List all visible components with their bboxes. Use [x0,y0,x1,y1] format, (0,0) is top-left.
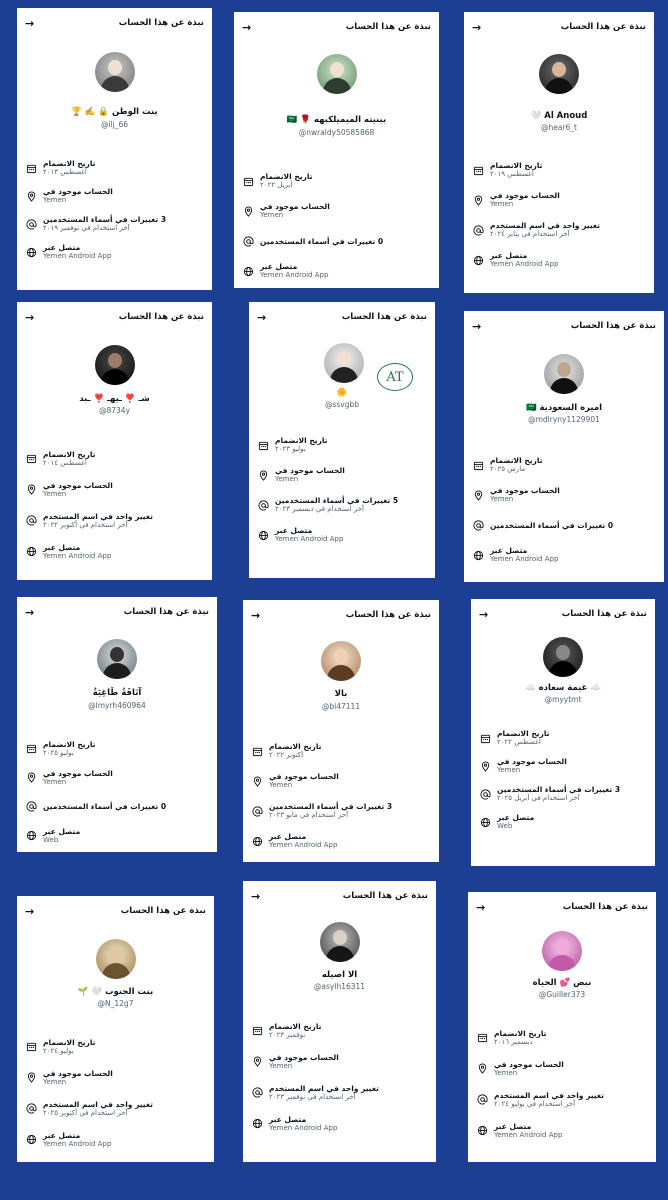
info-row-location [17,1062,214,1093]
display-name: ☁️ غيمة سعاده ☁️ [525,683,601,693]
row-label: الحساب موجود في [275,466,345,475]
info-row-joined [249,430,435,460]
info-row-location [17,763,217,792]
row-label: تاريخ الانضمام [269,742,322,751]
info-row-joined [471,724,655,752]
info-row-connected-via [243,826,439,856]
username: @nwraldy50585868 [298,128,375,137]
info-row-username-changes [471,780,655,808]
row-value: Yemen [490,495,514,503]
info-row-connected-via [249,520,435,550]
row-value: Yemen Android App [275,535,344,543]
row-value: آخر استخدام في يناير ٢٠٢٤ [490,230,570,238]
row-value: Yemen Android App [43,551,112,560]
info-row-joined [17,1031,214,1062]
row-value: يوليو ٢٠٢٥ [43,748,74,757]
row-label: متصل عبر [260,262,298,271]
info-rows [234,166,439,286]
account-card [17,8,212,290]
info-row-joined [464,450,664,480]
card-header [468,898,656,916]
info-row-username-changes [17,1093,214,1124]
username: @asylh16311 [313,982,366,991]
row-value: Yemen Android App [490,260,559,268]
account-card [249,302,435,578]
display-name: الا اصيله [321,970,358,980]
info-rows [17,443,212,567]
row-value: Yemen [275,475,299,483]
row-value: Yemen Android App [43,252,112,260]
at-sign-icon [476,1094,488,1106]
card-header [234,18,439,36]
row-label: متصل عبر [490,546,528,555]
row-value: أبريل ٢٠٢٢ [260,181,293,189]
account-card [464,12,654,293]
row-value: يوليو ٢٠٢٤ [43,1046,74,1055]
arrow-right-icon[interactable]: → [25,605,35,619]
row-value: Yemen [497,766,521,774]
row-value: Yemen Android App [260,271,329,279]
at-sign-icon [25,218,37,230]
row-label: تاريخ الانضمام [43,159,96,168]
info-row-connected-via [471,808,655,836]
info-row-connected-via [234,256,439,286]
username: @lmyrh460964 [88,701,146,710]
card-header [17,902,214,920]
info-row-joined [234,166,439,196]
card-title: نبذة عن هذا الحساب [118,18,204,28]
display-name: بالا [334,689,348,699]
info-row-joined [17,154,212,182]
info-rows [243,736,439,856]
avatar[interactable] [539,54,579,94]
card-title: نبذة عن هذا الحساب [118,312,204,322]
row-value: ديسمبر ٢٠١٦ [494,1037,533,1046]
info-row-joined [243,1015,436,1046]
row-value: أكتوبر ٢٠٢٢ [269,751,304,759]
calendar-icon [25,743,37,755]
row-value: آخر استخدام في مايو ٢٠٢٣ [269,811,349,819]
info-row-location [234,196,439,226]
info-row-joined [464,155,654,185]
card-header [464,317,664,335]
row-label: تغيير واحد في اسم المستخدم [490,221,600,230]
card-header [471,605,655,623]
row-label: تاريخ الانضمام [269,1021,322,1031]
row-value: مارس ٢٠٢٥ [490,465,526,473]
location-pin-icon [242,205,254,217]
row-label: تغيير واحد في اسم المستخدم [43,1099,153,1109]
row-label: 0 تغييرات في أسماء المستخدمين [43,802,167,811]
row-value: آخر استخدام في نوفمبر ٢٠٢٣ [269,1092,356,1101]
at-sign-icon [25,801,37,813]
display-name: اميره السعودية 🇸🇦 [525,403,603,413]
row-value: أغسطس ٢٠٢٢ [497,738,541,746]
location-pin-icon [479,760,491,772]
calendar-icon [25,453,37,465]
card-title: نبذة عن هذا الحساب [341,312,427,322]
account-card [234,12,439,288]
row-label: الحساب موجود في [43,1068,113,1078]
location-pin-icon [25,1072,37,1084]
row-value: Yemen Android App [490,555,559,563]
username: @8734y [98,406,131,415]
info-row-location [468,1053,656,1084]
row-label: 3 تغييرات في أسماء المستخدمين [43,215,167,224]
info-rows [17,734,217,850]
avatar[interactable] [321,641,361,681]
avatar[interactable] [317,54,357,94]
display-name: 🌼 [336,388,348,398]
username: @hear6_t [540,123,577,132]
row-label: متصل عبر [494,1121,532,1131]
info-rows [464,155,654,275]
info-row-location [243,766,439,796]
row-value: Yemen Android App [43,1139,112,1148]
avatar[interactable] [95,52,135,92]
username: @Guiller373 [538,990,586,999]
row-value: آخر استخدام في أكتوبر ٢٠٢٢ [43,520,128,529]
row-label: متصل عبر [43,542,81,552]
row-label: تاريخ الانضمام [275,436,328,445]
account-card [471,599,655,866]
info-row-connected-via [17,1124,214,1155]
at-sign-icon [25,515,37,527]
calendar-icon [476,1032,488,1044]
row-label: تغيير واحد في اسم المستخدم [269,1083,379,1093]
row-label: 0 تغييرات في أسماء المستخدمين [490,520,614,530]
calendar-icon [479,732,491,744]
row-label: تاريخ الانضمام [494,1028,547,1038]
globe-icon [257,529,269,541]
at-sign-icon [25,1103,37,1115]
card-title: نبذة عن هذا الحساب [120,906,206,916]
display-name: بنت الوطن 🔒 ✍️ 🏆 [71,107,158,117]
row-value: آخر استخدام في ديسمبر ٢٠٢٣ [275,505,364,513]
username: @myytmt [544,695,582,704]
row-value: Yemen Android App [269,1123,338,1132]
at-sign-icon [251,1087,263,1099]
info-row-username-changes [464,510,664,540]
row-value: Yemen [494,1068,518,1077]
info-row-username-changes [17,792,217,821]
account-card [243,881,436,1162]
info-row-joined [17,734,217,763]
row-label: الحساب موجود في [43,480,113,490]
row-value: آخر استخدام في أكتوبر ٢٠٢٥ [43,1108,128,1117]
calendar-icon [472,459,484,471]
info-row-location [464,480,664,510]
row-value: Yemen [260,211,284,219]
account-card [464,311,664,582]
row-value: Yemen [269,781,293,789]
card-header [17,603,217,621]
row-label: متصل عبر [43,243,81,252]
card-title: نبذة عن هذا الحساب [570,321,656,331]
globe-icon [251,835,263,847]
globe-icon [25,830,37,842]
row-label: تاريخ الانضمام [490,161,543,170]
row-label: الحساب موجود في [490,191,560,200]
at-sign-icon [242,235,254,247]
row-value: Web [497,822,513,830]
arrow-right-icon[interactable]: → [251,608,261,622]
row-label: الحساب موجود في [260,202,330,211]
info-row-location [464,185,654,215]
account-card [17,302,212,580]
calendar-icon [251,1025,263,1037]
calendar-icon [257,439,269,451]
location-pin-icon [476,1063,488,1075]
card-title: نبذة عن هذا الحساب [345,610,431,620]
row-label: متصل عبر [275,526,313,535]
row-label: تاريخ الانضمام [260,172,313,181]
info-rows [471,724,655,836]
arrow-right-icon[interactable]: → [472,319,482,333]
row-label: متصل عبر [43,826,81,836]
row-label: تغيير واحد في اسم المستخدم [494,1090,604,1100]
row-label: تاريخ الانضمام [43,1037,96,1047]
display-name: ببنيته الميميلكبهه 🌹 🇸🇦 [286,115,387,125]
username: @ilj_66 [100,120,129,129]
row-label: متصل عبر [269,1114,307,1124]
row-label: تغيير واحد في اسم المستخدم [43,511,153,521]
location-pin-icon [472,194,484,206]
row-value: أغسطس ٢٠١٤ [43,458,87,467]
info-row-username-changes [17,210,212,238]
row-value: Yemen Android App [269,841,338,849]
info-row-joined [468,1022,656,1053]
info-row-connected-via [17,821,217,850]
calendar-icon [472,164,484,176]
info-row-connected-via [464,245,654,275]
username: @mdlryny1129901 [528,415,600,424]
arrow-right-icon[interactable]: → [251,889,261,903]
row-label: الحساب موجود في [43,187,113,196]
info-row-location [17,474,212,505]
row-value: أغسطس ٢٠١٩ [490,170,534,178]
info-row-connected-via [243,1108,436,1139]
display-name: نبض 💕 الحياه [532,978,592,988]
avatar[interactable] [542,931,582,971]
globe-icon [472,549,484,561]
info-row-username-changes [464,215,654,245]
row-value: Yemen [43,196,67,204]
globe-icon [251,1118,263,1130]
row-value: آخر استخدام في يوليو ٢٠٢٤ [494,1099,576,1108]
account-card [468,892,656,1162]
row-label: تاريخ الانضمام [43,449,96,459]
row-label: 5 تغييرات في أسماء المستخدمين [275,496,399,505]
calendar-icon [25,1041,37,1053]
row-value: Yemen [490,200,514,208]
arrow-right-icon[interactable]: → [242,20,252,34]
info-row-location [471,752,655,780]
info-rows [249,430,435,550]
row-value: نوفمبر ٢٠٢٣ [269,1030,306,1039]
at-sign-icon [251,805,263,817]
row-value: Yemen [43,489,67,498]
info-row-location [17,182,212,210]
row-label: تاريخ الانضمام [490,456,543,465]
row-label: 0 تغييرات في أسماء المستخدمين [260,236,384,246]
calendar-icon [251,745,263,757]
info-row-connected-via [464,540,664,570]
location-pin-icon [257,469,269,481]
row-value: Yemen [43,777,67,786]
info-row-username-changes [234,226,439,256]
account-card [17,597,217,852]
at-sign-icon [472,224,484,236]
display-name: آنَاقَةُ طَاغِيَةُ [92,688,142,698]
card-title: نبذة عن هذا الحساب [561,609,647,619]
row-label: 3 تغييرات في أسماء المستخدمين [269,802,393,811]
avatar[interactable] [95,345,135,385]
arrow-right-icon[interactable]: → [25,16,35,30]
display-name: شـ ❣️ ـيهـ ❣️ ـبد [79,394,150,404]
row-value: Yemen Android App [494,1130,563,1139]
info-row-connected-via [17,238,212,266]
card-header [17,14,212,32]
row-value: يوليو ٢٠٢٣ [275,445,306,453]
row-value: آخر استخدام في أبريل ٢٠٢٥ [497,794,580,802]
at-sign-icon [257,499,269,511]
avatar[interactable] [320,922,360,962]
avatar[interactable] [324,343,364,383]
info-row-username-changes [249,490,435,520]
card-header [243,606,439,624]
row-label: الحساب موجود في [43,768,113,778]
info-rows [243,1015,436,1139]
arrow-right-icon[interactable]: → [25,904,35,918]
row-value: Yemen [269,1061,293,1070]
at-sign-icon [472,519,484,531]
arrow-right-icon[interactable]: → [476,900,486,914]
info-row-connected-via [468,1115,656,1146]
info-row-joined [243,736,439,766]
arrow-right-icon[interactable]: → [257,310,267,324]
info-rows [468,1022,656,1146]
row-value: Yemen [43,1077,67,1086]
row-label: متصل عبر [490,251,528,260]
info-row-username-changes [243,1077,436,1108]
row-label: تاريخ الانضمام [43,739,96,749]
globe-icon [472,254,484,266]
avatar[interactable] [543,637,583,677]
location-pin-icon [251,775,263,787]
arrow-right-icon[interactable]: → [479,607,489,621]
row-value: آخر استخدام في نوفمبر ٢٠١٩ [43,224,130,232]
row-label: متصل عبر [497,813,535,822]
location-pin-icon [25,484,37,496]
at-sign-icon [479,788,491,800]
row-label: الحساب موجود في [490,486,560,495]
username: @N_12g7 [97,999,134,1008]
card-header [243,887,436,905]
calendar-icon [242,175,254,187]
username: @bl47111 [321,702,361,711]
card-title: نبذة عن هذا الحساب [562,902,648,912]
globe-icon [25,246,37,258]
row-value: أغسطس ٢٠١٣ [43,168,87,176]
card-header [249,308,435,326]
row-label: 3 تغييرات في أسماء المستخدمين [497,785,621,794]
card-header [464,18,654,36]
card-title: نبذة عن هذا الحساب [123,607,209,617]
row-label: تاريخ الانضمام [497,729,550,738]
info-rows [464,450,664,570]
row-label: متصل عبر [269,832,307,841]
info-row-connected-via [17,536,212,567]
globe-icon [476,1125,488,1137]
row-label: متصل عبر [43,1130,81,1140]
display-name: بنت الجنوب 🤍 🌱 [77,987,154,997]
row-label: الحساب موجود في [497,757,567,766]
avatar[interactable] [96,939,136,979]
account-card [243,600,439,862]
info-row-location [243,1046,436,1077]
globe-icon [25,1134,37,1146]
arrow-right-icon[interactable]: → [25,310,35,324]
avatar[interactable] [544,354,584,394]
location-pin-icon [251,1056,263,1068]
card-title: نبذة عن هذا الحساب [345,22,431,32]
info-rows [17,154,212,266]
card-header [17,308,212,326]
location-pin-icon [25,190,37,202]
row-label: الحساب موجود في [494,1059,564,1069]
info-row-username-changes [17,505,212,536]
calendar-icon [25,162,37,174]
info-row-location [249,460,435,490]
globe-icon [25,546,37,558]
row-label: الحساب موجود في [269,1052,339,1062]
avatar[interactable] [97,639,137,679]
arrow-right-icon[interactable]: → [472,20,482,34]
info-row-username-changes [243,796,439,826]
row-value: Web [43,835,59,844]
display-name: Al Anoud 🤍 [530,111,588,121]
at-logo: AT [377,363,413,391]
account-card [17,896,214,1162]
globe-icon [479,816,491,828]
location-pin-icon [25,772,37,784]
location-pin-icon [472,489,484,501]
info-row-joined [17,443,212,474]
card-title: نبذة عن هذا الحساب [560,22,646,32]
info-rows [17,1031,214,1155]
username: @ssvgbb [324,400,360,409]
globe-icon [242,265,254,277]
info-row-username-changes [468,1084,656,1115]
row-label: الحساب موجود في [269,772,339,781]
card-title: نبذة عن هذا الحساب [342,891,428,901]
